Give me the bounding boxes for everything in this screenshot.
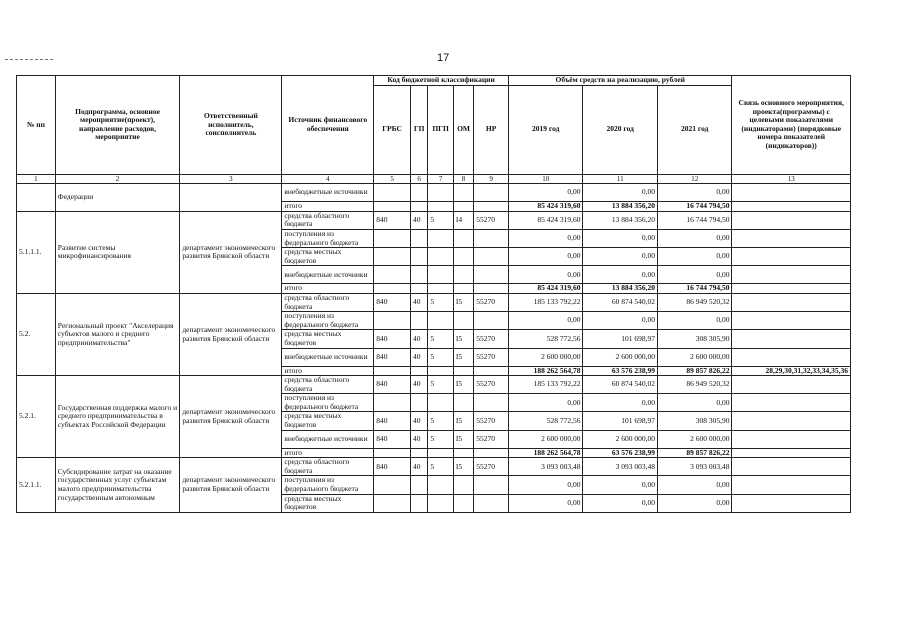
nr-cell: 55270 [474,330,509,348]
gp-cell: 40 [410,211,427,229]
indicator-link-cell [732,202,851,212]
amount-2021-cell: 86 949 520,32 [657,376,732,394]
source-cell: средства местных бюджетов [282,248,374,266]
column-number-cell: 8 [453,174,473,184]
amount-2020-cell: 101 698,97 [583,412,658,430]
amount-2020-cell: 13 884 356,20 [583,284,658,294]
item-name-cell: Государственная поддержка малого и среднего предпринимательства в субъектах Российской Федерации [55,376,180,458]
grbs-cell: 840 [374,412,411,430]
executor-cell: департамент экономического развития Брянской области [180,211,282,293]
amount-2021-cell: 0,00 [657,476,732,494]
source-cell: итого [282,284,374,294]
column-number-cell: 6 [410,174,427,184]
header-nr: НР [474,85,509,174]
nr-cell [474,248,509,266]
amount-2021-cell: 308 305,90 [657,412,732,430]
header-grbs: ГРБС [374,85,411,174]
gp-cell: 40 [410,293,427,311]
source-cell: поступления из федерального бюджета [282,476,374,494]
gp-cell [410,266,427,284]
nr-cell: 55270 [474,430,509,448]
grbs-cell [374,394,411,412]
om-cell [453,394,473,412]
executor-cell: департамент экономического развития Брянской области [180,376,282,458]
amount-2019-cell: 185 133 792,22 [508,293,583,311]
om-cell [453,448,473,458]
source-cell: поступления из федерального бюджета [282,229,374,247]
gp-cell [410,494,427,512]
table-row [17,293,851,311]
pgp-cell [428,184,454,202]
pgp-cell [428,494,454,512]
indicator-link-cell [732,448,851,458]
column-number-cell: 10 [508,174,583,184]
gp-cell: 40 [410,330,427,348]
nr-cell [474,494,509,512]
table-row [17,458,851,476]
pgp-cell: 5 [428,293,454,311]
page-number: 17 [437,52,450,64]
amount-2019-cell: 185 133 792,22 [508,376,583,394]
amount-2020-cell: 0,00 [583,184,658,202]
header-row-1 [17,76,851,86]
table-row [17,184,851,202]
grbs-cell [374,284,411,294]
header-gp: ГП [410,85,427,174]
amount-2019-cell: 528 772,56 [508,412,583,430]
column-number-cell: 2 [55,174,180,184]
nr-cell: 55270 [474,376,509,394]
grbs-cell [374,494,411,512]
om-cell: I5 [453,430,473,448]
amount-2020-cell: 2 600 000,00 [583,430,658,448]
pgp-cell: 5 [428,211,454,229]
amount-2021-cell: 89 857 826,22 [657,366,732,376]
amount-2019-cell: 0,00 [508,394,583,412]
source-cell: итого [282,366,374,376]
header-name: Подпрограмма, основное мероприятие(проект), направление расходов, мероприятие [55,76,180,175]
column-number-cell: 5 [374,174,411,184]
table-row [17,211,851,229]
amount-2019-cell: 0,00 [508,229,583,247]
item-number-cell: 5.1.1.1. [17,211,56,293]
indicator-link-cell [732,312,851,330]
nr-cell [474,266,509,284]
header-pgp: ПГП [428,85,454,174]
amount-2019-cell: 3 093 003,48 [508,458,583,476]
indicator-link-cell [732,412,851,430]
amount-2021-cell: 0,00 [657,248,732,266]
amount-2020-cell: 0,00 [583,248,658,266]
executor-cell [180,184,282,212]
indicator-link-cell [732,184,851,202]
item-number-cell [17,184,56,212]
indicator-link-cell [732,458,851,476]
grbs-cell [374,202,411,212]
grbs-cell: 840 [374,430,411,448]
column-number-cell: 7 [428,174,454,184]
gp-cell [410,229,427,247]
source-cell: средства местных бюджетов [282,330,374,348]
amount-2021-cell: 308 305,90 [657,330,732,348]
pgp-cell [428,248,454,266]
amount-2021-cell: 0,00 [657,494,732,512]
source-cell: внебюджетные источники [282,266,374,284]
amount-2020-cell: 60 874 540,02 [583,293,658,311]
indicator-link-cell [732,476,851,494]
indicator-link-cell: 28,29,30,31,32,33,34,35,36 [732,366,851,376]
amount-2019-cell: 0,00 [508,494,583,512]
pgp-cell [428,284,454,294]
column-number-cell: 12 [657,174,732,184]
item-name-cell: Субсидирование затрат на оказание государственных услуг субъектам малого предпринимательства государственным автономным [55,458,180,513]
header-source: Источник финансового обеспечения [282,76,374,175]
item-name-cell: Региональный проект "Акселерация субъектов малого и среднего предпринимательства" [55,293,180,375]
source-cell: поступления из федерального бюджета [282,312,374,330]
item-number-cell: 5.2. [17,293,56,375]
gp-cell: 40 [410,348,427,366]
amount-2019-cell: 85 424 319,60 [508,211,583,229]
source-cell: итого [282,448,374,458]
amount-2021-cell: 0,00 [657,184,732,202]
om-cell [453,266,473,284]
pgp-cell: 5 [428,458,454,476]
source-cell: средства областного бюджета [282,376,374,394]
nr-cell: 55270 [474,412,509,430]
executor-cell: департамент экономического развития Брянской области [180,293,282,375]
amount-2020-cell: 101 698,97 [583,330,658,348]
amount-2021-cell: 86 949 520,32 [657,293,732,311]
nr-cell [474,476,509,494]
amount-2019-cell: 0,00 [508,184,583,202]
amount-2020-cell: 0,00 [583,476,658,494]
gp-cell: 40 [410,412,427,430]
om-cell [453,284,473,294]
pgp-cell [428,312,454,330]
indicator-link-cell [732,348,851,366]
om-cell [453,248,473,266]
amount-2020-cell: 60 874 540,02 [583,376,658,394]
nr-cell: 55270 [474,211,509,229]
nr-cell [474,229,509,247]
amount-2021-cell: 16 744 794,50 [657,284,732,294]
gp-cell [410,202,427,212]
om-cell [453,366,473,376]
amount-2019-cell: 0,00 [508,248,583,266]
grbs-cell [374,448,411,458]
header-executor: Ответственный исполнитель, соисполнитель [180,76,282,175]
item-number-cell: 5.2.1. [17,376,56,458]
amount-2019-cell: 85 424 319,60 [508,284,583,294]
header-2019: 2019 год [508,85,583,174]
gp-cell: 40 [410,430,427,448]
grbs-cell [374,229,411,247]
item-name-cell: Федерации [55,184,180,212]
om-cell [453,494,473,512]
pgp-cell: 5 [428,376,454,394]
om-cell: I5 [453,458,473,476]
header-num: № пп [17,76,56,175]
om-cell [453,229,473,247]
grbs-cell: 840 [374,376,411,394]
pgp-cell [428,476,454,494]
header-budget-code-group: Код бюджетной классификации [374,76,509,86]
amount-2020-cell: 13 884 356,20 [583,211,658,229]
indicator-link-cell [732,229,851,247]
nr-cell [474,312,509,330]
amount-2020-cell: 0,00 [583,312,658,330]
indicator-link-cell [732,266,851,284]
pgp-cell [428,229,454,247]
pgp-cell [428,202,454,212]
header-om: ОМ [453,85,473,174]
amount-2019-cell: 85 424 319,60 [508,202,583,212]
grbs-cell [374,312,411,330]
om-cell [453,202,473,212]
amount-2021-cell: 0,00 [657,229,732,247]
indicator-link-cell [732,430,851,448]
amount-2020-cell: 0,00 [583,494,658,512]
grbs-cell [374,248,411,266]
source-cell: внебюджетные источники [282,348,374,366]
grbs-cell: 840 [374,211,411,229]
grbs-cell [374,366,411,376]
gp-cell [410,394,427,412]
source-cell: средства местных бюджетов [282,412,374,430]
om-cell: I5 [453,412,473,430]
column-number-cell: 11 [583,174,658,184]
scan-artifact-line [5,59,53,61]
column-number-cell: 13 [732,174,851,184]
gp-cell [410,184,427,202]
amount-2021-cell: 16 744 794,50 [657,202,732,212]
gp-cell: 40 [410,458,427,476]
nr-cell [474,202,509,212]
om-cell: I4 [453,211,473,229]
amount-2019-cell: 528 772,56 [508,330,583,348]
pgp-cell [428,448,454,458]
nr-cell: 55270 [474,458,509,476]
indicator-link-cell [732,494,851,512]
om-cell [453,184,473,202]
grbs-cell [374,184,411,202]
amount-2019-cell: 188 262 564,78 [508,448,583,458]
amount-2020-cell: 63 576 238,99 [583,366,658,376]
gp-cell [410,476,427,494]
amount-2021-cell: 0,00 [657,312,732,330]
column-number-cell: 1 [17,174,56,184]
amount-2021-cell: 0,00 [657,394,732,412]
om-cell: I5 [453,348,473,366]
source-cell: внебюджетные источники [282,184,374,202]
header-2020: 2020 год [583,85,658,174]
header-funds-group: Объём средств на реализацию, рублей [508,76,732,86]
pgp-cell: 5 [428,330,454,348]
amount-2021-cell: 0,00 [657,266,732,284]
amount-2020-cell: 0,00 [583,266,658,284]
indicator-link-cell [732,330,851,348]
pgp-cell: 5 [428,412,454,430]
column-number-cell: 3 [180,174,282,184]
source-cell: средства областного бюджета [282,211,374,229]
amount-2020-cell: 63 576 238,99 [583,448,658,458]
gp-cell [410,312,427,330]
amount-2021-cell: 89 857 826,22 [657,448,732,458]
nr-cell [474,184,509,202]
pgp-cell [428,366,454,376]
nr-cell [474,394,509,412]
header-2021: 2021 год [657,85,732,174]
column-number-cell: 9 [474,174,509,184]
om-cell: I5 [453,376,473,394]
nr-cell [474,448,509,458]
item-name-cell: Развитие системы микрофинансирования [55,211,180,293]
pgp-cell [428,394,454,412]
pgp-cell: 5 [428,430,454,448]
grbs-cell: 840 [374,348,411,366]
amount-2019-cell: 0,00 [508,266,583,284]
indicator-link-cell [732,284,851,294]
gp-cell: 40 [410,376,427,394]
source-cell: средства областного бюджета [282,458,374,476]
source-cell: поступления из федерального бюджета [282,394,374,412]
om-cell: I5 [453,330,473,348]
amount-2019-cell: 188 262 564,78 [508,366,583,376]
pgp-cell: 5 [428,348,454,366]
amount-2021-cell: 2 600 000,00 [657,430,732,448]
indicator-link-cell [732,248,851,266]
amount-2019-cell: 0,00 [508,476,583,494]
item-number-cell: 5.2.1.1. [17,458,56,513]
nr-cell: 55270 [474,293,509,311]
amount-2019-cell: 0,00 [508,312,583,330]
grbs-cell: 840 [374,293,411,311]
indicator-link-cell [732,211,851,229]
amount-2020-cell: 13 884 356,20 [583,202,658,212]
amount-2020-cell: 3 093 003,48 [583,458,658,476]
grbs-cell [374,476,411,494]
source-cell: средства местных бюджетов [282,494,374,512]
budget-table [16,75,851,513]
amount-2020-cell: 2 600 000,00 [583,348,658,366]
executor-cell: департамент экономического развития Брянской области [180,458,282,513]
grbs-cell: 840 [374,458,411,476]
amount-2019-cell: 2 600 000,00 [508,430,583,448]
om-cell [453,312,473,330]
amount-2020-cell: 0,00 [583,229,658,247]
nr-cell [474,366,509,376]
gp-cell [410,248,427,266]
gp-cell [410,284,427,294]
indicator-link-cell [732,394,851,412]
nr-cell: 55270 [474,348,509,366]
amount-2021-cell: 16 744 794,50 [657,211,732,229]
header-link: Связь основного мероприятия, проекта(программы) с целевыми показателями (индикаторами) (порядковые номера показателей (индикаторов)) [732,76,851,175]
gp-cell [410,448,427,458]
indicator-link-cell [732,376,851,394]
om-cell: I5 [453,293,473,311]
gp-cell [410,366,427,376]
source-cell: итого [282,202,374,212]
indicator-link-cell [732,293,851,311]
amount-2021-cell: 3 093 003,48 [657,458,732,476]
amount-2020-cell: 0,00 [583,394,658,412]
pgp-cell [428,266,454,284]
column-number-cell: 4 [282,174,374,184]
om-cell [453,476,473,494]
nr-cell [474,284,509,294]
amount-2021-cell: 2 600 000,00 [657,348,732,366]
amount-2019-cell: 2 600 000,00 [508,348,583,366]
grbs-cell [374,266,411,284]
grbs-cell: 840 [374,330,411,348]
table-row [17,376,851,394]
column-number-row [17,174,851,184]
source-cell: средства областного бюджета [282,293,374,311]
source-cell: внебюджетные источники [282,430,374,448]
